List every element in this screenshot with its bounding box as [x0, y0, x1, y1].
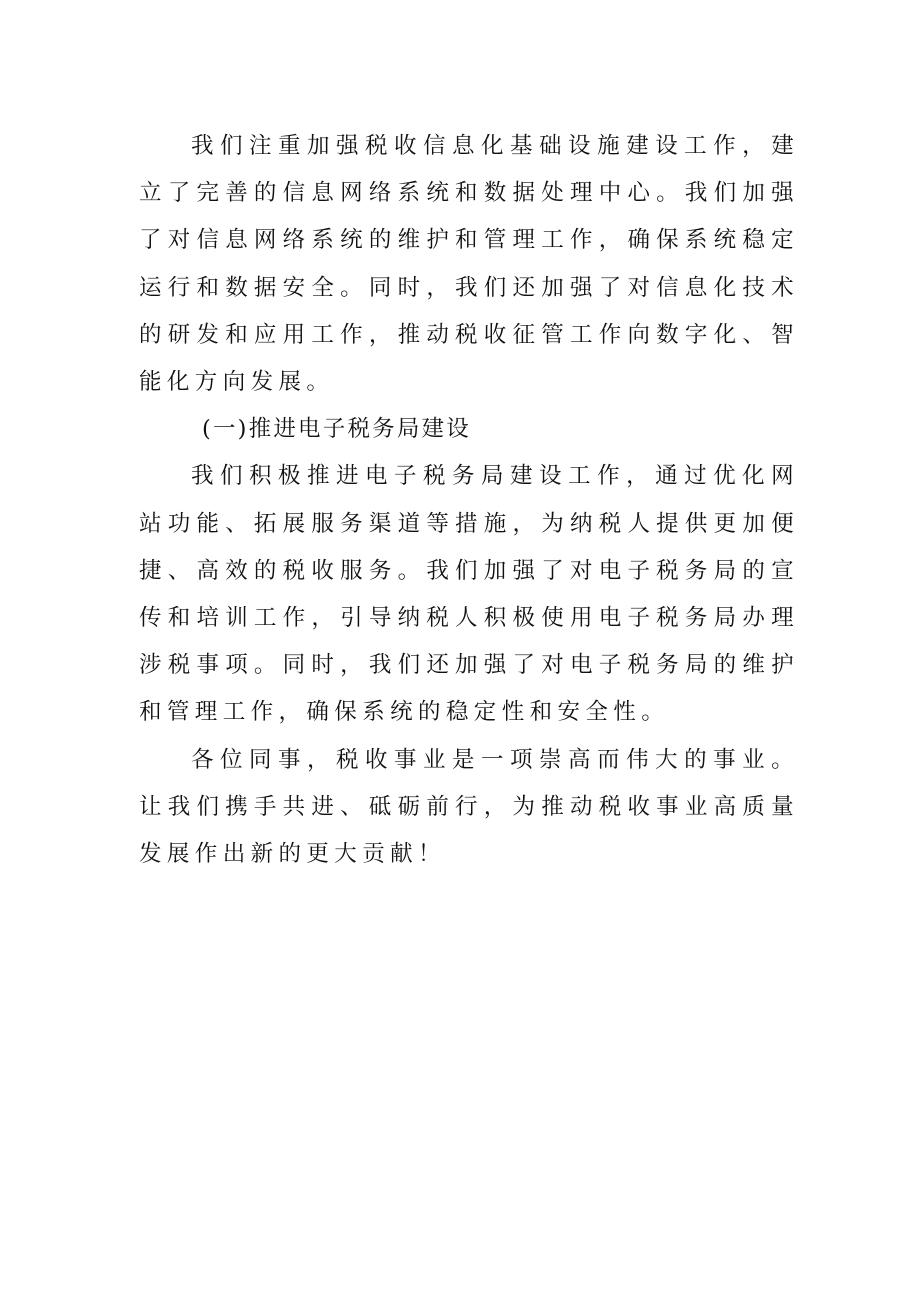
paragraph-infrastructure: 我们注重加强税收信息化基础设施建设工作，建立了完善的信息网络系统和数据处理中心。我们加强了对信息网络系统的维护和管理工作，确保系统稳定运行和数据安全。同时，我们还加强了对信息化技术的研发和应用工作，推动税收征管工作向数字化、智能化方向发展。 — [139, 133, 799, 396]
paragraph-e-tax-bureau: 我们积极推进电子税务局建设工作，通过优化网站功能、拓展服务渠道等措施，为纳税人提供更加便捷、高效的税收服务。我们加强了对电子税务局的宣传和培训工作，引导纳税人积极使用电子税务局办理涉税事项。同时，我们还加强了对电子税务局的维护和管理工作，确保系统的稳定性和安全性。 — [139, 463, 799, 726]
section-heading: (一)推进电子税务局建设 — [202, 416, 471, 443]
paragraph-closing: 各位同事，税收事业是一项崇高而伟大的事业。让我们携手共进、砥砺前行，为推动税收事业高质量发展作出新的更大贡献！ — [139, 746, 799, 868]
document-body — [139, 123, 799, 878]
